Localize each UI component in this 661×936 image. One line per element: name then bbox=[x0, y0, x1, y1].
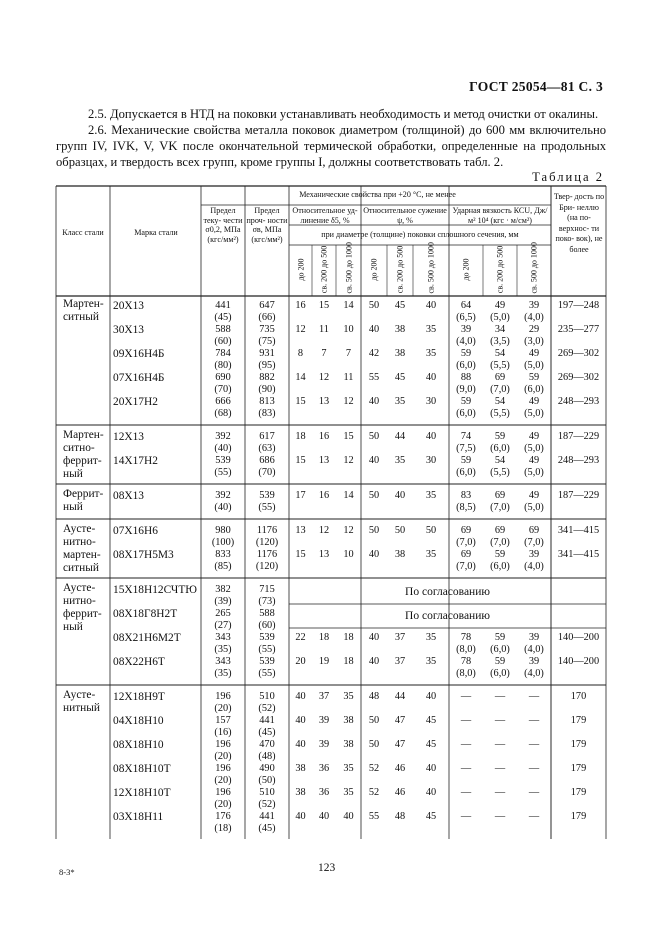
elongation-cell: 12 bbox=[318, 525, 330, 536]
contraction-cell: 45 bbox=[425, 811, 437, 822]
elongation-cell: 15 bbox=[295, 396, 306, 407]
impact-cell: — bbox=[494, 763, 506, 774]
impact-cell: — bbox=[494, 811, 506, 822]
hardness-cell: 248—293 bbox=[557, 396, 600, 407]
elongation-cell: 8 bbox=[297, 348, 304, 359]
elongation-cell: 18 bbox=[295, 431, 306, 442]
impact-cell: 88 (9,0) bbox=[456, 372, 476, 395]
grade-cell: 30Х13 bbox=[113, 324, 145, 336]
elongation-cell: 17 bbox=[295, 490, 306, 501]
impact-cell: — bbox=[494, 691, 506, 702]
contraction-cell: 35 bbox=[425, 632, 437, 643]
contraction-cell: 55 bbox=[368, 372, 380, 383]
yield-cell: 196 (20) bbox=[214, 739, 232, 762]
page-number: 123 bbox=[318, 862, 336, 874]
contraction-cell: 38 bbox=[394, 549, 406, 560]
agreement-span: По согласованию bbox=[405, 610, 490, 622]
diameter-label: до 200 bbox=[461, 258, 471, 281]
elongation-cell: 11 bbox=[319, 324, 329, 335]
contraction-cell: 35 bbox=[425, 324, 437, 335]
strength-cell: 539 (55) bbox=[258, 490, 276, 513]
contraction-cell: 40 bbox=[368, 656, 380, 667]
elongation-cell: 38 bbox=[343, 739, 354, 750]
impact-cell: 49 (5,0) bbox=[524, 348, 544, 371]
elongation-cell: 18 bbox=[343, 656, 354, 667]
impact-cell: 49 (5,0) bbox=[490, 300, 510, 323]
impact-cell: — bbox=[460, 787, 472, 798]
class-label: Аусте- нитно- мартен- ситный bbox=[63, 523, 101, 574]
strength-cell: 735 (75) bbox=[258, 324, 276, 347]
elongation-cell: 40 bbox=[295, 811, 306, 822]
contraction-cell: 48 bbox=[394, 811, 406, 822]
header-mechanical: Механические свойства при +20 °С, не менее bbox=[299, 190, 456, 199]
impact-cell: 64 (6,5) bbox=[456, 300, 476, 323]
impact-cell: 69 (7,0) bbox=[490, 490, 510, 513]
grade-cell: 08Х17Н5М3 bbox=[113, 549, 174, 561]
contraction-cell: 37 bbox=[394, 632, 406, 643]
elongation-cell: 16 bbox=[295, 300, 306, 311]
elongation-cell: 15 bbox=[318, 300, 330, 311]
hardness-cell: 170 bbox=[570, 691, 587, 702]
contraction-cell: 50 bbox=[368, 525, 380, 536]
hardness-cell: 235—277 bbox=[557, 324, 600, 335]
elongation-cell: 35 bbox=[343, 787, 354, 798]
grade-cell: 12Х13 bbox=[113, 431, 145, 443]
grade-cell: 20Х17Н2 bbox=[113, 396, 158, 408]
elongation-cell: 10 bbox=[343, 324, 354, 335]
contraction-cell: 50 bbox=[368, 431, 380, 442]
strength-cell: 441 (45) bbox=[258, 715, 276, 738]
hardness-cell: 187—229 bbox=[557, 490, 600, 501]
diameter-label: св. 500 до 1000 bbox=[344, 242, 353, 294]
impact-cell: 69 (7,0) bbox=[524, 525, 544, 548]
impact-cell: 54 (5,5) bbox=[490, 348, 510, 371]
impact-cell: 49 (5,0) bbox=[524, 490, 544, 513]
contraction-cell: 35 bbox=[425, 656, 437, 667]
impact-cell: — bbox=[460, 763, 472, 774]
elongation-cell: 14 bbox=[343, 490, 354, 501]
contraction-cell: 40 bbox=[368, 396, 380, 407]
header-hardness: Твер- дость по Бри- неллю (на по- верхнос- ти поко- вок), не более bbox=[553, 192, 605, 254]
header-impact: Ударная вязкость КСU, Дж/м² 10⁴ (кгс · м/см²) bbox=[452, 206, 548, 225]
impact-cell: 69 (7,0) bbox=[490, 525, 510, 548]
strength-cell: 588 (60) bbox=[258, 608, 276, 631]
class-label: Феррит- ный bbox=[63, 488, 104, 513]
grade-cell: 08Х22Н6Т bbox=[113, 656, 165, 668]
class-label: Аусте- нитно- феррит- ный bbox=[63, 582, 102, 633]
table-caption: Таблица 2 bbox=[532, 170, 604, 184]
header-grade: Марка стали bbox=[134, 228, 178, 237]
impact-cell: — bbox=[460, 715, 472, 726]
hardness-cell: 140—200 bbox=[557, 656, 600, 667]
elongation-cell: 13 bbox=[318, 396, 330, 407]
elongation-cell: 36 bbox=[318, 787, 330, 798]
elongation-cell: 13 bbox=[318, 549, 330, 560]
contraction-cell: 44 bbox=[394, 431, 406, 442]
impact-cell: — bbox=[494, 715, 506, 726]
impact-cell: 49 (5,0) bbox=[524, 455, 544, 478]
hardness-cell: 179 bbox=[570, 811, 587, 822]
grade-cell: 08Х18Н10 bbox=[113, 739, 164, 751]
yield-cell: 343 (35) bbox=[214, 632, 232, 655]
impact-cell: 74 (7,5) bbox=[456, 431, 476, 454]
yield-cell: 392 (40) bbox=[214, 490, 232, 513]
strength-cell: 686 (70) bbox=[258, 455, 276, 478]
elongation-cell: 37 bbox=[318, 691, 330, 702]
yield-cell: 196 (20) bbox=[214, 763, 232, 786]
elongation-cell: 38 bbox=[295, 763, 306, 774]
contraction-cell: 42 bbox=[368, 348, 380, 359]
impact-cell: 69 (7,0) bbox=[456, 525, 476, 548]
strength-cell: 813 (83) bbox=[258, 396, 276, 419]
contraction-cell: 50 bbox=[368, 490, 380, 501]
contraction-cell: 46 bbox=[394, 763, 406, 774]
impact-cell: — bbox=[528, 739, 540, 750]
contraction-cell: 50 bbox=[425, 525, 437, 536]
contraction-cell: 40 bbox=[394, 490, 406, 501]
impact-cell: 78 (8,0) bbox=[456, 656, 476, 679]
elongation-cell: 15 bbox=[343, 431, 354, 442]
strength-cell: 882 (90) bbox=[258, 372, 276, 395]
grade-cell: 04Х18Н10 bbox=[113, 715, 164, 727]
hardness-cell: 179 bbox=[570, 715, 587, 726]
elongation-cell: 10 bbox=[343, 549, 354, 560]
paragraph-2-5: 2.5. Допускается в НТД на поковки устанавливать необходимость и метод очистки от окалины. bbox=[88, 107, 599, 121]
elongation-cell: 15 bbox=[295, 549, 306, 560]
strength-cell: 510 (52) bbox=[258, 691, 276, 714]
contraction-cell: 40 bbox=[425, 691, 437, 702]
elongation-cell: 12 bbox=[343, 455, 354, 466]
elongation-cell: 12 bbox=[318, 372, 330, 383]
header-strength: Предел проч- ности σв, МПа (кгс/мм²) bbox=[246, 206, 288, 245]
elongation-cell: 39 bbox=[318, 715, 330, 726]
hardness-cell: 187—229 bbox=[557, 431, 600, 442]
impact-cell: — bbox=[494, 739, 506, 750]
impact-cell: — bbox=[528, 811, 540, 822]
strength-cell: 617 (63) bbox=[258, 431, 276, 454]
elongation-cell: 14 bbox=[295, 372, 306, 383]
elongation-cell: 40 bbox=[295, 739, 306, 750]
elongation-cell: 40 bbox=[295, 715, 306, 726]
footer-sheet-mark: 8-3* bbox=[59, 867, 75, 877]
impact-cell: 49 (5,0) bbox=[524, 396, 544, 419]
yield-cell: 382 (39) bbox=[214, 584, 232, 607]
impact-cell: 78 (8,0) bbox=[456, 632, 476, 655]
contraction-cell: 40 bbox=[368, 324, 380, 335]
paragraph-2-6: 2.6. Механические свойства металла поковок диаметром (толщиной) до 600 мм включительно групп IV, IVK, V, VK после окончательной термической обработки, определенные на продольных образцах, и твердость всех групп, кроме группы I, должны соответствовать табл. 2. bbox=[56, 123, 607, 169]
elongation-cell: 12 bbox=[295, 324, 306, 335]
impact-cell: 54 (5,5) bbox=[490, 455, 510, 478]
elongation-cell: 22 bbox=[295, 632, 306, 643]
grade-cell: 15Х18Н12СЧТЮ bbox=[113, 584, 198, 596]
hardness-cell: 179 bbox=[570, 787, 587, 798]
impact-cell: — bbox=[460, 691, 472, 702]
contraction-cell: 50 bbox=[368, 715, 380, 726]
elongation-cell: 20 bbox=[295, 656, 306, 667]
elongation-cell: 18 bbox=[318, 632, 330, 643]
elongation-cell: 18 bbox=[343, 632, 354, 643]
grade-cell: 12Х18Н10Т bbox=[113, 787, 171, 799]
grade-cell: 08Х13 bbox=[113, 490, 145, 502]
elongation-cell: 16 bbox=[318, 490, 330, 501]
contraction-cell: 46 bbox=[394, 787, 406, 798]
hardness-cell: 269—302 bbox=[557, 372, 600, 383]
yield-cell: 690 (70) bbox=[214, 372, 232, 395]
contraction-cell: 40 bbox=[425, 372, 437, 383]
yield-cell: 588 (60) bbox=[214, 324, 232, 347]
impact-cell: 59 (6,0) bbox=[490, 549, 510, 572]
diameter-label: до 200 bbox=[296, 258, 305, 281]
impact-cell: 69 (7,0) bbox=[456, 549, 476, 572]
class-label: Мартен- ситный bbox=[63, 298, 104, 323]
contraction-cell: 30 bbox=[425, 455, 437, 466]
contraction-cell: 35 bbox=[425, 348, 437, 359]
impact-cell: — bbox=[528, 787, 540, 798]
strength-cell: 539 (55) bbox=[258, 632, 276, 655]
class-label: Аусте- нитный bbox=[63, 689, 101, 714]
impact-cell: 59 (6,0) bbox=[456, 348, 476, 371]
strength-cell: 470 (48) bbox=[258, 739, 276, 762]
contraction-cell: 48 bbox=[368, 691, 380, 702]
impact-cell: 34 (3,5) bbox=[490, 324, 510, 347]
hardness-cell: 179 bbox=[570, 763, 587, 774]
impact-cell: 59 (6,0) bbox=[490, 431, 510, 454]
hardness-cell: 197—248 bbox=[557, 300, 600, 311]
impact-cell: 39 (4,0) bbox=[524, 656, 544, 679]
elongation-cell: 7 bbox=[345, 348, 352, 359]
impact-cell: 49 (5,0) bbox=[524, 431, 544, 454]
impact-cell: — bbox=[528, 763, 540, 774]
contraction-cell: 47 bbox=[394, 715, 406, 726]
contraction-cell: 40 bbox=[425, 431, 437, 442]
impact-cell: 83 (8,5) bbox=[456, 490, 476, 513]
elongation-cell: 40 bbox=[295, 691, 306, 702]
elongation-cell: 11 bbox=[343, 372, 354, 383]
strength-cell: 490 (50) bbox=[258, 763, 276, 786]
impact-cell: 59 (6,0) bbox=[490, 632, 510, 655]
impact-cell: 59 (6,0) bbox=[456, 455, 476, 478]
hardness-cell: 341—415 bbox=[557, 525, 600, 536]
impact-cell: 39 (4,0) bbox=[524, 300, 544, 323]
elongation-cell: 36 bbox=[318, 763, 330, 774]
elongation-cell: 35 bbox=[343, 691, 354, 702]
diameter-label: св. 500 до 1000 bbox=[426, 242, 436, 294]
strength-cell: 441 (45) bbox=[258, 811, 276, 834]
contraction-cell: 45 bbox=[425, 715, 437, 726]
header-elongation: Относительное уд- линение δ5, % bbox=[292, 206, 358, 225]
hardness-cell: 140—200 bbox=[557, 632, 600, 643]
strength-cell: 647 (66) bbox=[258, 300, 276, 323]
contraction-cell: 40 bbox=[425, 787, 437, 798]
strength-cell: 1176 (120) bbox=[255, 525, 279, 548]
contraction-cell: 45 bbox=[425, 739, 437, 750]
yield-cell: 265 (27) bbox=[214, 608, 232, 631]
yield-cell: 441 (45) bbox=[214, 300, 232, 323]
yield-cell: 392 (40) bbox=[214, 431, 232, 454]
contraction-cell: 50 bbox=[394, 525, 406, 536]
elongation-cell: 12 bbox=[343, 525, 354, 536]
elongation-cell: 19 bbox=[318, 656, 330, 667]
elongation-cell: 35 bbox=[343, 763, 354, 774]
grade-cell: 08Х21Н6М2Т bbox=[113, 632, 181, 644]
contraction-cell: 38 bbox=[394, 348, 406, 359]
grade-cell: 08Х18Г8Н2Т bbox=[113, 608, 178, 620]
strength-cell: 539 (55) bbox=[258, 656, 276, 679]
impact-cell: 29 (3,0) bbox=[524, 324, 544, 347]
yield-cell: 539 (55) bbox=[214, 455, 232, 478]
contraction-cell: 50 bbox=[368, 300, 380, 311]
diameter-label: св. 500 до 1000 bbox=[529, 242, 539, 294]
elongation-cell: 12 bbox=[343, 396, 354, 407]
grade-cell: 08Х18Н10Т bbox=[113, 763, 171, 775]
elongation-cell: 39 bbox=[318, 739, 330, 750]
yield-cell: 666 (68) bbox=[214, 396, 232, 419]
diameter-label: св. 200 до 500 bbox=[495, 245, 505, 294]
elongation-cell: 15 bbox=[295, 455, 306, 466]
elongation-cell: 16 bbox=[318, 431, 330, 442]
contraction-cell: 45 bbox=[394, 300, 406, 311]
strength-cell: 931 (95) bbox=[258, 348, 276, 371]
contraction-cell: 40 bbox=[368, 549, 380, 560]
strength-cell: 510 (52) bbox=[258, 787, 276, 810]
yield-cell: 980 (100) bbox=[211, 525, 235, 548]
contraction-cell: 44 bbox=[394, 691, 406, 702]
header-class: Класс стали bbox=[62, 228, 104, 237]
diameter-label: до 200 bbox=[369, 258, 379, 281]
impact-cell: 39 (4,0) bbox=[456, 324, 476, 347]
elongation-cell: 13 bbox=[318, 455, 330, 466]
impact-cell: — bbox=[460, 811, 472, 822]
impact-cell: 39 (4,0) bbox=[524, 632, 544, 655]
agreement-span: По согласованию bbox=[405, 586, 490, 598]
impact-cell: — bbox=[528, 691, 540, 702]
page-header: ГОСТ 25054—81 С. 3 bbox=[469, 79, 603, 94]
hardness-cell: 248—293 bbox=[557, 455, 600, 466]
contraction-cell: 35 bbox=[394, 396, 406, 407]
contraction-cell: 37 bbox=[394, 656, 406, 667]
contraction-cell: 47 bbox=[394, 739, 406, 750]
diameter-label: св. 200 до 500 bbox=[395, 245, 405, 294]
elongation-cell: 13 bbox=[295, 525, 306, 536]
contraction-cell: 40 bbox=[368, 455, 380, 466]
grade-cell: 07Х16Н6 bbox=[113, 525, 158, 537]
impact-cell: 54 (5,5) bbox=[490, 396, 510, 419]
grade-cell: 03Х18Н11 bbox=[113, 811, 164, 823]
elongation-cell: 38 bbox=[343, 715, 354, 726]
contraction-cell: 40 bbox=[368, 632, 380, 643]
header-diameter: при диаметре (толщине) поковки сплошного сечения, мм bbox=[321, 230, 519, 239]
impact-cell: 59 (6,0) bbox=[524, 372, 544, 395]
impact-cell: — bbox=[528, 715, 540, 726]
hardness-cell: 179 bbox=[570, 739, 587, 750]
impact-cell: 39 (4,0) bbox=[524, 549, 544, 572]
grade-cell: 20Х13 bbox=[113, 300, 145, 312]
elongation-cell: 40 bbox=[343, 811, 354, 822]
contraction-cell: 55 bbox=[368, 811, 380, 822]
hardness-cell: 269—302 bbox=[557, 348, 600, 359]
yield-cell: 343 (35) bbox=[214, 656, 232, 679]
contraction-cell: 35 bbox=[425, 490, 437, 501]
yield-cell: 157 (16) bbox=[214, 715, 232, 738]
contraction-cell: 45 bbox=[394, 372, 406, 383]
impact-cell: — bbox=[494, 787, 506, 798]
yield-cell: 196 (20) bbox=[214, 787, 232, 810]
impact-cell: 59 (6,0) bbox=[456, 396, 476, 419]
contraction-cell: 30 bbox=[425, 396, 437, 407]
strength-cell: 1176 (120) bbox=[255, 549, 279, 572]
hardness-cell: 341—415 bbox=[557, 549, 600, 560]
elongation-cell: 40 bbox=[318, 811, 330, 822]
grade-cell: 07Х16Н4Б bbox=[113, 372, 165, 384]
yield-cell: 784 (80) bbox=[214, 348, 232, 371]
impact-cell: — bbox=[460, 739, 472, 750]
strength-cell: 715 (73) bbox=[258, 584, 276, 607]
impact-cell: 69 (7,0) bbox=[490, 372, 510, 395]
elongation-cell: 7 bbox=[321, 348, 327, 359]
grade-cell: 12Х18Н9Т bbox=[113, 691, 165, 703]
header-yield: Предел теку- чести σ0,2, МПа (кгс/мм²) bbox=[203, 206, 243, 245]
contraction-cell: 40 bbox=[425, 300, 437, 311]
contraction-cell: 38 bbox=[394, 324, 406, 335]
yield-cell: 833 (85) bbox=[214, 549, 232, 572]
grade-cell: 14Х17Н2 bbox=[113, 455, 158, 467]
diameter-label: св. 200 до 500 bbox=[319, 245, 329, 294]
header-contraction: Относительное сужение ψ, % bbox=[363, 206, 447, 225]
contraction-cell: 50 bbox=[368, 739, 380, 750]
elongation-cell: 38 bbox=[295, 787, 306, 798]
impact-cell: 59 (6,0) bbox=[490, 656, 510, 679]
grade-cell: 09Х16Н4Б bbox=[113, 348, 165, 360]
class-label: Мартен- ситно- феррит- ный bbox=[63, 429, 104, 480]
yield-cell: 176 (18) bbox=[214, 811, 232, 834]
contraction-cell: 40 bbox=[425, 763, 437, 774]
contraction-cell: 35 bbox=[394, 455, 406, 466]
contraction-cell: 52 bbox=[368, 763, 380, 774]
contraction-cell: 35 bbox=[425, 549, 437, 560]
yield-cell: 196 (20) bbox=[214, 691, 232, 714]
elongation-cell: 14 bbox=[343, 300, 354, 311]
contraction-cell: 52 bbox=[368, 787, 380, 798]
